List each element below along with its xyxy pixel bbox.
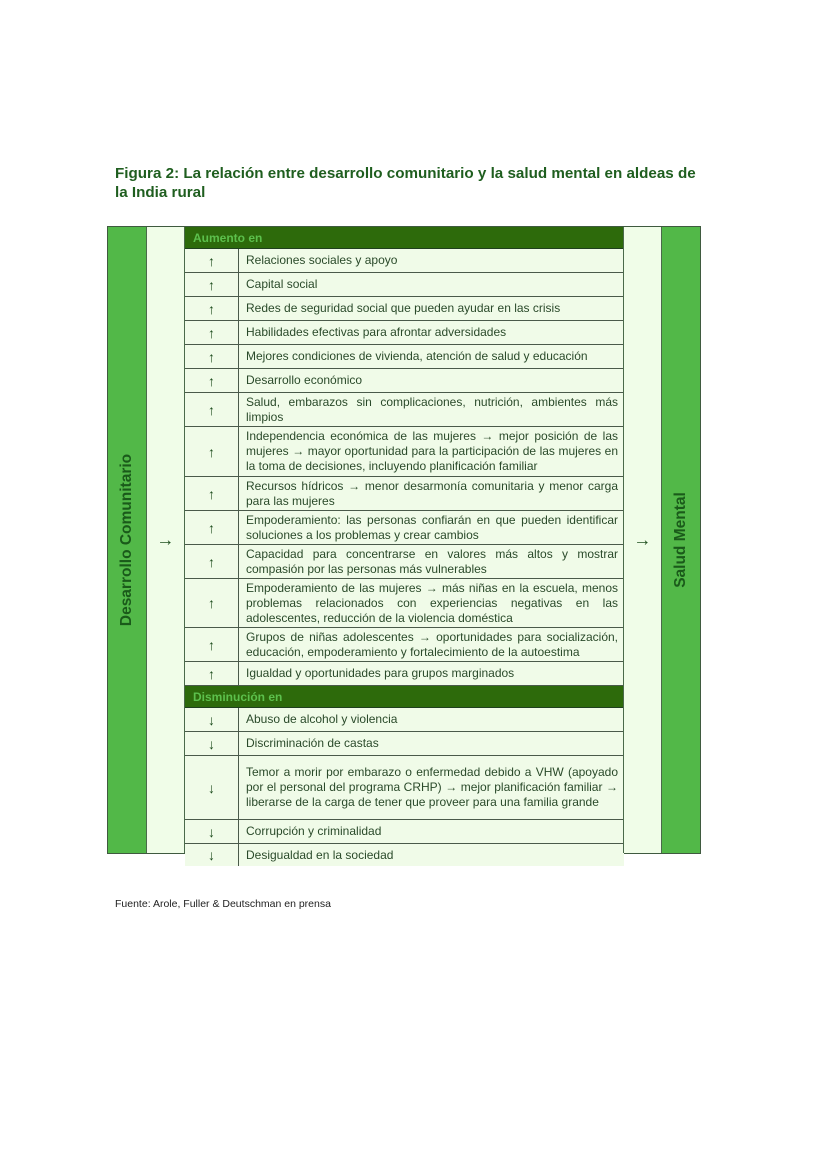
- table-row: [185, 297, 624, 321]
- up-arrow-icon: ↑: [185, 321, 239, 344]
- factor-cell: [239, 393, 624, 426]
- factor-text: Redes de seguridad social que pueden ayudar en las crisis: [246, 301, 561, 315]
- factor-cell: [239, 369, 624, 392]
- factor-text: Abuso de alcohol y violencia: [246, 712, 398, 726]
- factor-cell: [239, 662, 624, 685]
- factor-text: Capacidad para concentrarse en valores más altos y mostrar compasión por las personas más vulnerables: [246, 546, 618, 576]
- up-arrow-icon: ↑: [185, 249, 239, 272]
- table-row: [185, 369, 624, 393]
- factor-cell: [239, 427, 624, 476]
- factor-text: Empoderamiento de las mujeres → más niñas en la escuela, menos problemas relacionados con experiencias negativas en las adolescentes, reducción de la violencia doméstica: [246, 580, 618, 625]
- figure-diagram: [107, 226, 701, 863]
- mental-health-label: Salud Mental: [672, 492, 689, 588]
- table-row: [185, 820, 624, 844]
- factor-text: Independencia económica de las mujeres → mejor posición de las mujeres → mayor oportunidad para la participación de las mujeres en la toma de decisiones, incluyendo planificación familiar: [246, 429, 618, 473]
- up-arrow-icon: ↑: [185, 345, 239, 368]
- factor-cell: [239, 708, 624, 731]
- section-heading: Aumento en: [185, 227, 624, 249]
- factor-text: Relaciones sociales y apoyo: [246, 253, 398, 267]
- up-arrow-icon: ↑: [185, 579, 239, 627]
- factor-cell: [239, 249, 624, 272]
- factor-text: Discriminación de castas: [246, 736, 379, 750]
- factor-cell: [239, 345, 624, 368]
- table-row: [185, 844, 624, 866]
- table-row: [185, 477, 624, 511]
- source-note: Fuente: Arole, Fuller & Deutschman en prensa: [115, 898, 331, 910]
- table-row: [185, 579, 624, 628]
- table-row: [185, 756, 624, 820]
- down-arrow-icon: ↓: [185, 732, 239, 755]
- up-arrow-icon: ↑: [185, 393, 239, 426]
- factor-cell: [239, 477, 624, 510]
- table-row: [185, 249, 624, 273]
- factor-cell: [239, 820, 624, 843]
- down-arrow-icon: ↓: [185, 820, 239, 843]
- factor-text: Igualdad y oportunidades para grupos marginados: [246, 666, 515, 680]
- up-arrow-icon: ↑: [185, 545, 239, 578]
- community-development-label: Desarrollo Comunitario: [118, 453, 135, 627]
- down-arrow-icon: ↓: [185, 708, 239, 731]
- down-arrow-icon: ↓: [185, 756, 239, 819]
- table-row: [185, 273, 624, 297]
- table-row: [185, 511, 624, 545]
- table-row: [185, 628, 624, 662]
- up-arrow-icon: ↑: [185, 662, 239, 685]
- factor-cell: [239, 545, 624, 578]
- table-row: [185, 662, 624, 686]
- factor-text: Salud, embarazos sin complicaciones, nutrición, ambientes más limpios: [246, 394, 618, 424]
- factor-table: [185, 227, 624, 866]
- up-arrow-icon: ↑: [185, 477, 239, 510]
- up-arrow-icon: ↑: [185, 628, 239, 661]
- down-arrow-icon: ↓: [185, 844, 239, 866]
- right-arrow-column: [623, 227, 661, 853]
- factor-cell: [239, 511, 624, 544]
- factor-text: Desarrollo económico: [246, 373, 363, 387]
- table-row: [185, 708, 624, 732]
- section-heading: Disminución en: [185, 686, 624, 708]
- factor-cell: [239, 579, 624, 627]
- factor-cell: [239, 297, 624, 320]
- up-arrow-icon: ↑: [185, 297, 239, 320]
- factor-text: Desigualdad en la sociedad: [246, 847, 394, 862]
- left-arrow-column: [147, 227, 185, 853]
- table-row: [185, 427, 624, 477]
- factor-text: Habilidades efectivas para afrontar adversidades: [246, 325, 507, 339]
- up-arrow-icon: ↑: [185, 273, 239, 296]
- mental-health-bar: [661, 227, 700, 853]
- factor-text: Corrupción y criminalidad: [246, 824, 382, 838]
- factor-cell: [239, 844, 624, 866]
- table-row: [185, 321, 624, 345]
- factor-cell: [239, 628, 624, 661]
- table-row: [185, 393, 624, 427]
- factor-cell: [239, 756, 624, 819]
- factor-text: Temor a morir por embarazo o enfermedad debido a VHW (apoyado por el personal del programa CRHP) → mejor planificación familiar → liberarse de la carga de tener que proveer para una familia grande: [246, 765, 618, 809]
- factor-text: Capital social: [246, 277, 318, 291]
- right-arrow-icon: →: [633, 529, 652, 550]
- factor-cell: [239, 273, 624, 296]
- table-row: [185, 732, 624, 756]
- up-arrow-icon: ↑: [185, 427, 239, 476]
- factor-cell: [239, 732, 624, 755]
- right-arrow-icon: →: [156, 529, 175, 550]
- factor-cell: [239, 321, 624, 344]
- factor-text: Empoderamiento: las personas confiarán en que pueden identificar soluciones a los problemas y crear cambios: [246, 512, 618, 542]
- table-row: [185, 345, 624, 369]
- up-arrow-icon: ↑: [185, 511, 239, 544]
- up-arrow-icon: ↑: [185, 369, 239, 392]
- figure-title: Figura 2: La relación entre desarrollo comunitario y la salud mental en aldeas de la India rural: [115, 165, 696, 201]
- table-row: [185, 545, 624, 579]
- factor-text: Mejores condiciones de vivienda, atención de salud y educación: [246, 349, 588, 363]
- community-development-bar: [108, 227, 147, 853]
- factor-text: Grupos de niñas adolescentes → oportunidades para socialización, educación, empoderamiento y fortalecimiento de la autoestima: [246, 629, 618, 659]
- factor-text: Recursos hídricos → menor desarmonía comunitaria y menor carga para las mujeres: [246, 478, 618, 508]
